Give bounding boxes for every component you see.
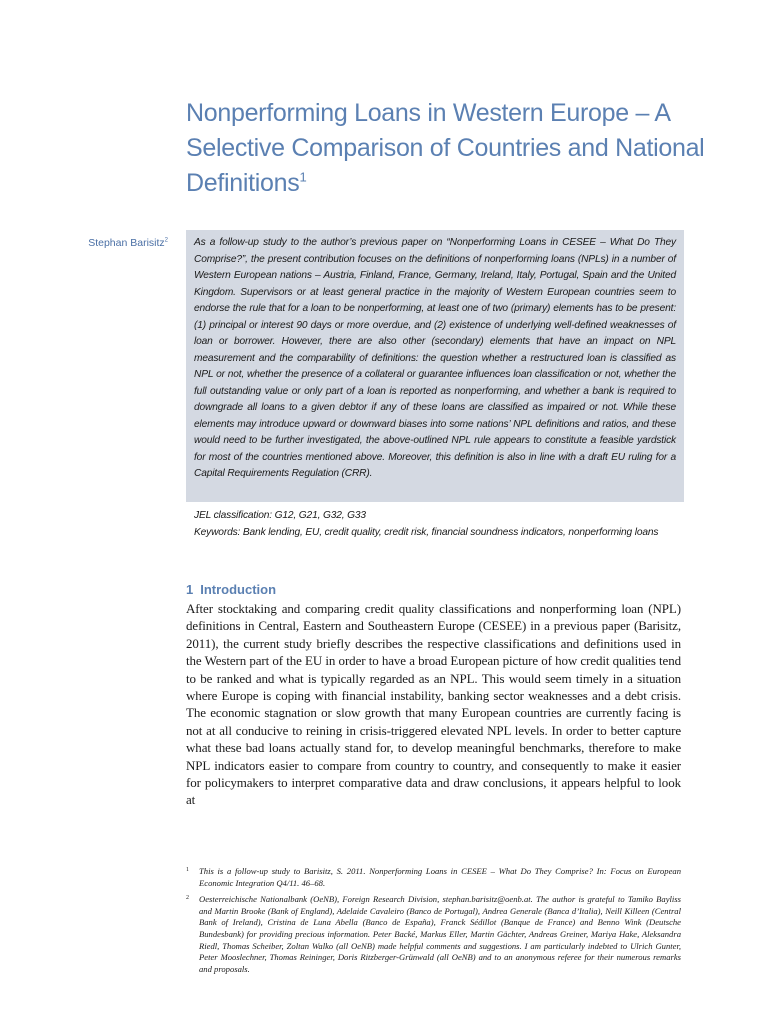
footnotes (186, 866, 681, 980)
abstract-box (186, 230, 684, 502)
footnote (186, 894, 681, 975)
article-title-text: Nonperforming Loans in Western Europe – A Selective Comparison of Countries and National Definitions (186, 99, 705, 197)
keywords: Keywords: Bank lending, EU, credit quality, credit risk, financial soundness indicators, nonperforming loans (194, 526, 659, 538)
section-heading (186, 582, 276, 597)
body-paragraph: After stocktaking and comparing credit quality classifications and nonperforming loan (NPL) definitions in Central, Eastern and Southeastern Europe (CESEE) in a previous paper (Barisitz, 2011), the current study briefly describes the respective classifications and definitions used in the Western part of the EU in order to have a broad European picture of how credit qualities tend to be ranked and what is typically regarded as an NPL. This would seem timely in a situation where Europe is coping with financial instability, banking sector weaknesses and a debt crisis. The economic stagnation or slow growth that many European countries are currently facing is not at all conducive to reining in crisis-triggered elevated NPL levels. In order to better capture what these bad loans actually stand for, to develop meaningful benchmarks, therefore to make NPL indicators easier to compare from country to country, and consequently to make it easier for policymakers to interpret comparative data and draw conclusions, it appears helpful to look at (186, 601, 681, 808)
footnote-text: This is a follow-up study to Barisitz, S. 2011. Nonperforming Loans in CESEE – What Do They Comprise? In: Focus on European Economic Integration Q4/11. 46–68. (199, 866, 681, 888)
footnote (186, 866, 681, 889)
author-footnote-marker[interactable]: 2 (164, 237, 168, 244)
classification-block (194, 508, 684, 541)
abstract-text: As a follow-up study to the author’s previous paper on “Nonperforming Loans in CESEE – What Do They Comprise?”, the present contribution focuses on the definitions of nonperforming loans (NPLs) in a number of Western European nations – Austria, Finland, France, Germany, Ireland, Italy, Portugal, Spain and the United Kingdom. Supervisors or at least general practice in the majority of Western European countries seem to endorse the rule that for a loan to be nonperforming, at least one of two (primary) elements has to be present: (1) principal or interest 90 days or more overdue, and (2) existence of underlying well-defined weaknesses of loan or borrower. However, there are also other (secondary) elements that have an impact on NPL measurement and the comparability of definitions: the question whether a restructured loan is classified as NPL or not, whether the presence of a collateral or guarantee influences loan classification or not, whether the full outstanding value or only part of a loan is reported as nonperforming, and whether a bank is required to downgrade all loans to a given debtor if any of these loans are classified as impaired or not. While these elements may introduce upward or downward biases into some nations’ NPL definitions and ratios, and these would need to be further investigated, the above-outlined NPL rule appears to constitute a feasible yardstick for most of the countries mentioned above. Moreover, this definition is also in line with a draft EU ruling for a Capital Requirements Regulation (CRR). (194, 237, 676, 479)
author-byline (0, 237, 168, 249)
footnote-text: Oesterreichische Nationalbank (OeNB), Foreign Research Division, stephan.barisitz@oenb.at. The author is grateful to Tamiko Bayliss and Martin Brooke (Bank of England), Adelaide Cavaleiro (Banco de Portugal), Andrea Generale (Banca d’Italia), Neill Killeen (Central Bank of Ireland), Cristina de Luna Abella (Banco de España), Franck Sédillot (Banque de France) and Benno Wink (Deutsche Bundesbank) for providing precious information. Peter Backé, Markus Eller, Martin Gächter, Andreas Greiner, Mariya Hake, Aleksandra Riedl, Thomas Scheiber, Zoltan Walko (all OeNB) made helpful comments and suggestions. I am particularly indebted to Ulrich Gunter, Peter Mooslechner, Thomas Reininger, Doris Ritzberger-Grünwald (all OeNB) and to an anonymous referee for their numerous remarks and proposals. (199, 894, 681, 974)
title-footnote-marker[interactable]: 1 (299, 169, 307, 185)
article-title (186, 96, 706, 201)
section-title: Introduction (200, 582, 277, 597)
footnote-marker: 2 (186, 895, 189, 902)
section-number: 1 (186, 582, 194, 597)
author-name: Stephan Barisitz (88, 237, 165, 249)
footnote-marker: 1 (186, 867, 189, 873)
jel-classification: JEL classification: G12, G21, G32, G33 (194, 510, 366, 521)
